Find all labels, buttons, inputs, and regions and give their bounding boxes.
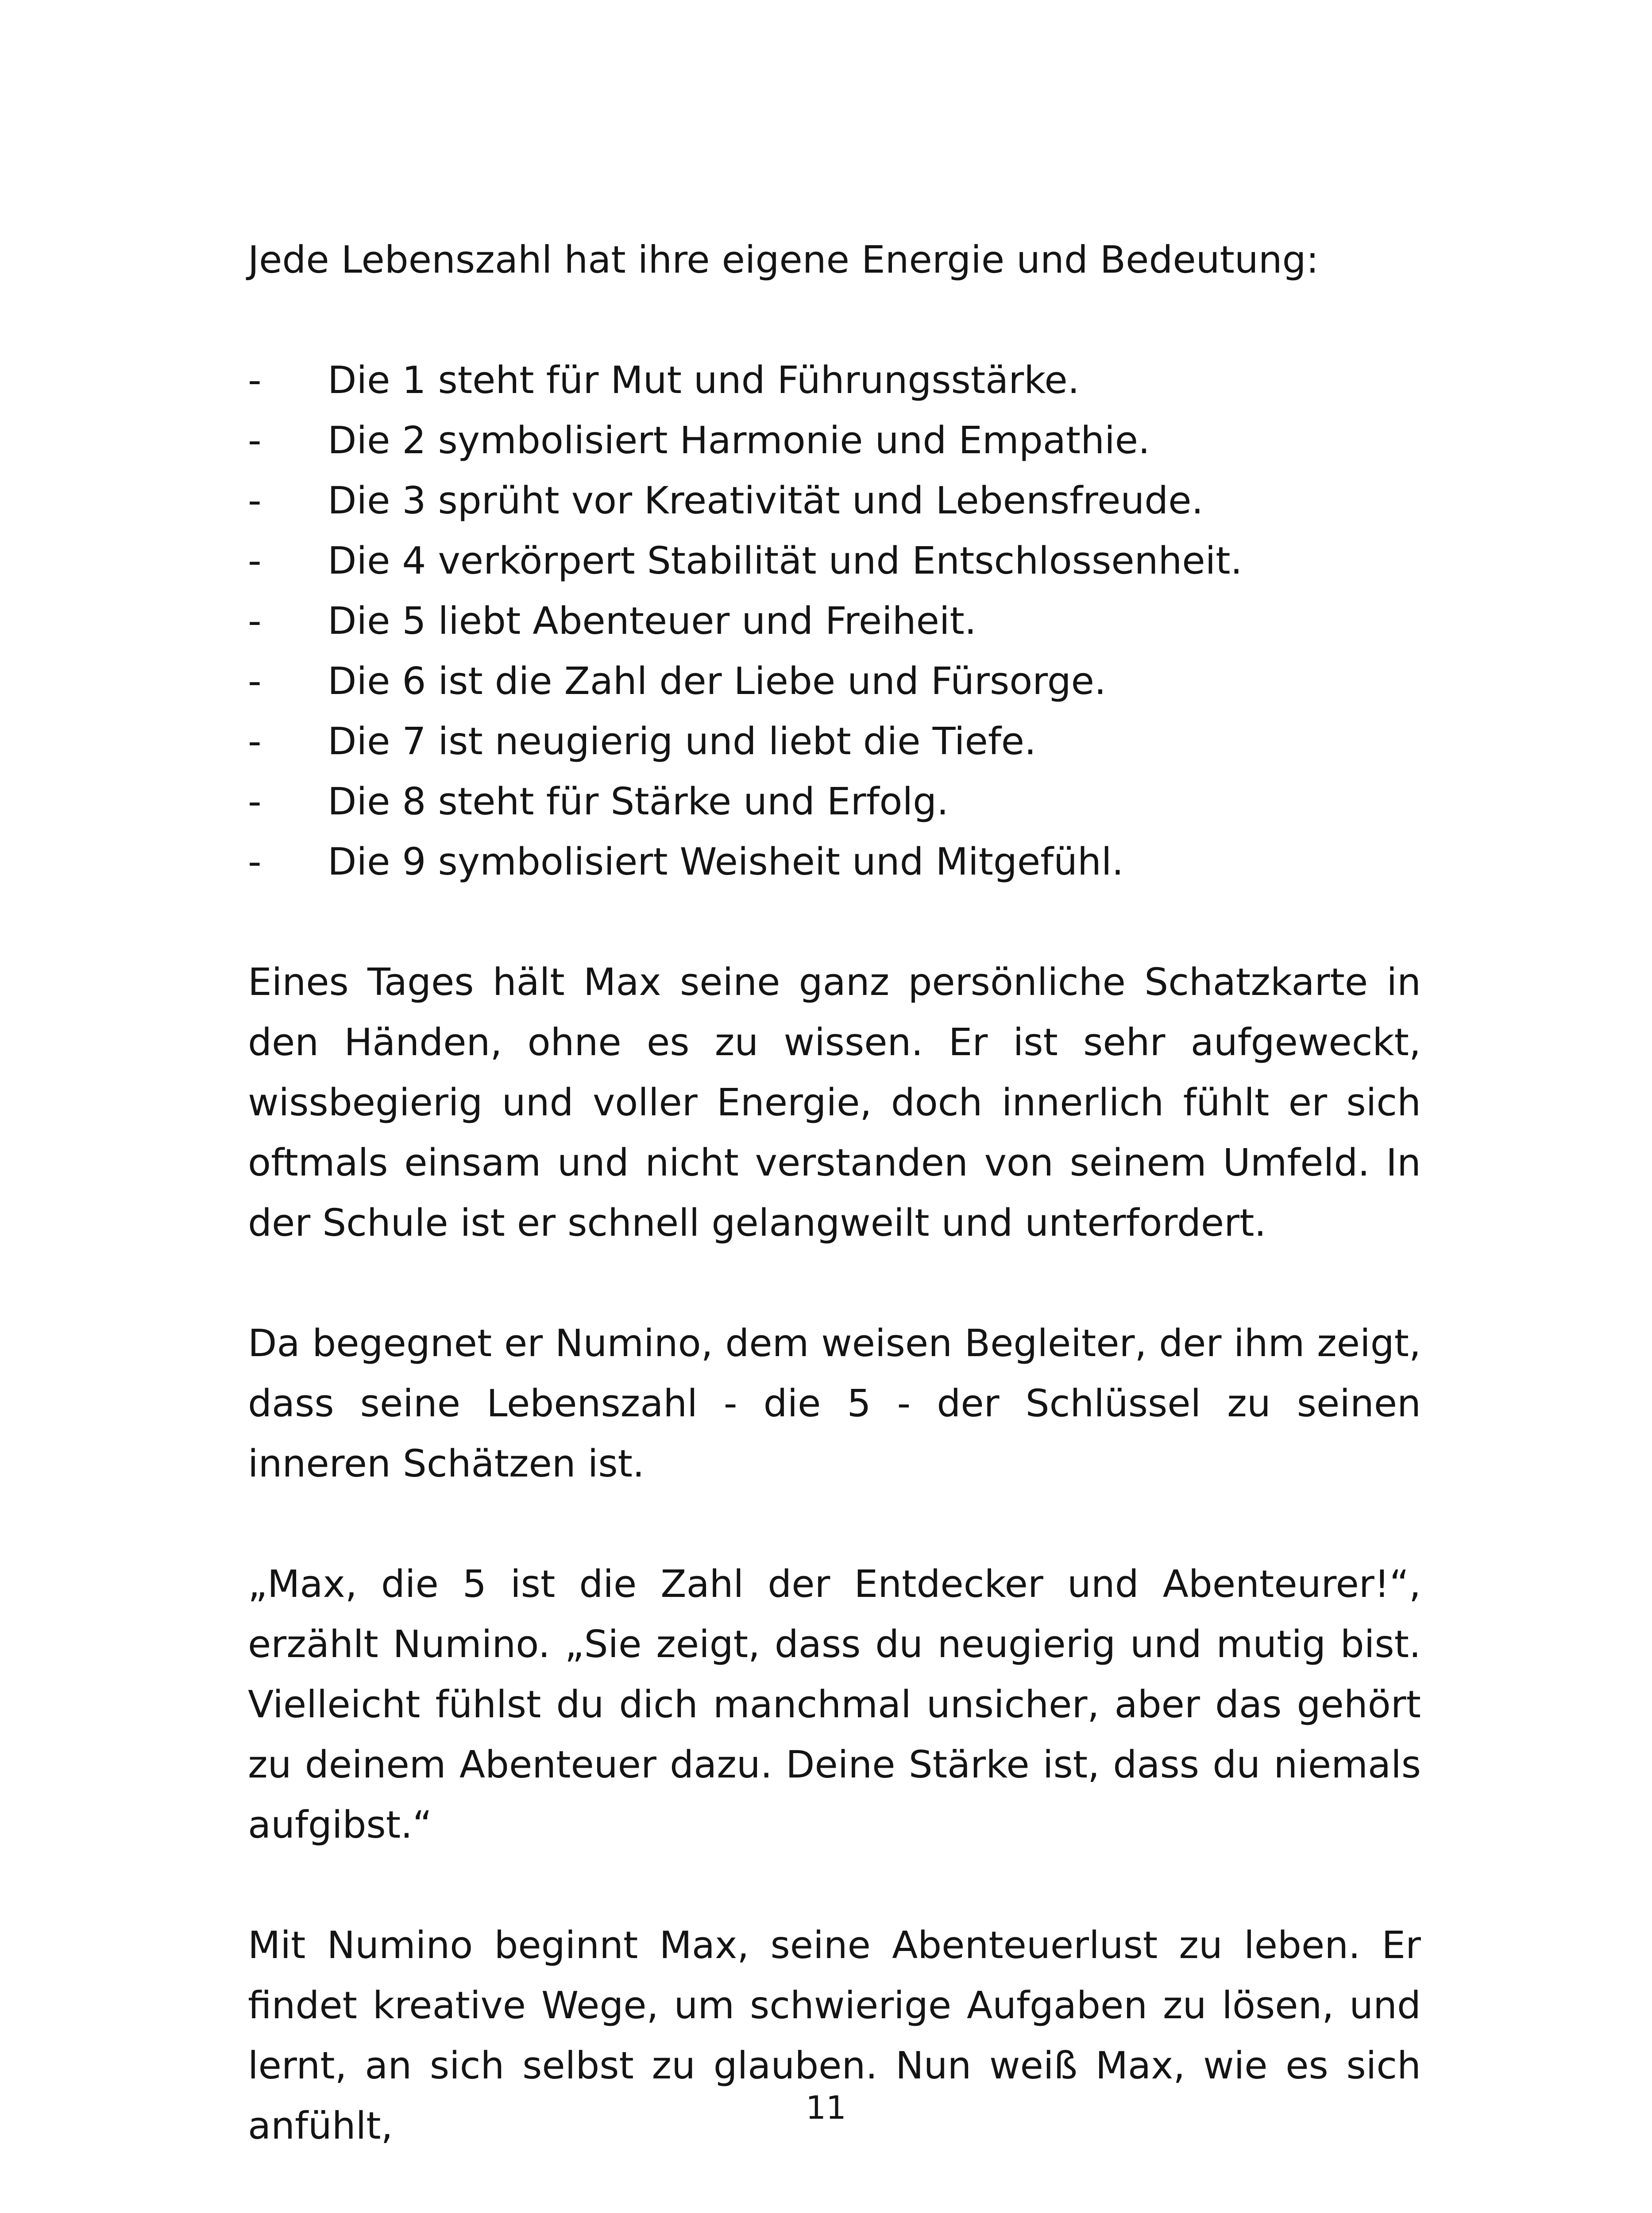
list-dash: - — [248, 539, 262, 583]
list-item-text: Die 6 ist die Zahl der Liebe und Fürsorge. — [328, 659, 1106, 703]
list-item-text: Die 1 steht für Mut und Führungsstärke. — [328, 359, 1080, 402]
list-item-text: Die 5 liebt Abenteuer und Freiheit. — [328, 599, 977, 643]
list-item-text: Die 2 symbolisiert Harmonie und Empathie. — [328, 419, 1150, 463]
page-number: 11 — [806, 2089, 846, 2126]
list-item-text: Die 3 sprüht vor Kreativität und Lebensfreude. — [328, 479, 1204, 523]
paragraph-numino-meeting: Da begegnet er Numino, dem weisen Begleiter, der ihm zeigt, dass seine Lebenszahl - die 5 - der Schlüssel zu seinen inneren Schätzen ist. — [248, 1322, 1421, 1486]
list-dash: - — [248, 659, 262, 703]
list-item — [248, 411, 1421, 471]
spacer — [248, 1855, 1421, 1916]
paragraph-adventure: Mit Numino beginnt Max, seine Abenteuerlust zu leben. Er findet kreative Wege, um schwierige Aufgaben zu lösen, und lernt, an sich selbst zu glauben. Nun weiß Max, wie es sich anfühlt, — [248, 1924, 1421, 2148]
list-item — [248, 531, 1421, 591]
list-item-text: Die 9 symbolisiert Weisheit und Mitgefühl. — [328, 840, 1124, 884]
spacer — [248, 892, 1421, 952]
list-item — [248, 712, 1421, 772]
list-item — [248, 772, 1421, 832]
list-dash: - — [248, 419, 262, 463]
list-item — [248, 471, 1421, 531]
list-dash: - — [248, 780, 262, 824]
spacer — [248, 1253, 1421, 1314]
list-item-text: Die 7 ist neugierig und liebt die Tiefe. — [328, 720, 1037, 763]
list-item-text: Die 4 verkörpert Stabilität und Entschlossenheit. — [328, 539, 1243, 583]
list-item — [248, 351, 1421, 411]
paragraph-numino-quote: „Max, die 5 ist die Zahl der Entdecker und Abenteurer!“, erzählt Numino. „Sie zeigt, dass du neugierig und mutig bist. Vielleicht fühlst du dich manchmal unsicher, aber das gehört zu deinem Abenteuer dazu. Deine Stärke ist, dass du niemals aufgibst.“ — [248, 1562, 1421, 1847]
life-number-list — [248, 351, 1421, 892]
list-item — [248, 591, 1421, 652]
list-dash: - — [248, 359, 262, 402]
list-dash: - — [248, 479, 262, 523]
list-dash: - — [248, 720, 262, 763]
spacer — [248, 1494, 1421, 1554]
list-dash: - — [248, 840, 262, 884]
list-item — [248, 832, 1421, 892]
spacer — [248, 290, 1421, 351]
paragraph-max-intro: Eines Tages hält Max seine ganz persönliche Schatzkarte in den Händen, ohne es zu wissen. Er ist sehr aufgeweckt, wissbegierig und voller Energie, doch innerlich fühlt er sich oftmals einsam und nicht verstanden von seinem Umfeld. In der Schule ist er schnell gelangweilt und unterfordert. — [248, 960, 1421, 1245]
intro-text: Jede Lebenszahl hat ihre eigene Energie und Bedeutung: — [248, 238, 1319, 282]
list-dash: - — [248, 599, 262, 643]
page-content — [248, 230, 1421, 2156]
list-item — [248, 652, 1421, 712]
list-item-text: Die 8 steht für Stärke und Erfolg. — [328, 780, 949, 824]
